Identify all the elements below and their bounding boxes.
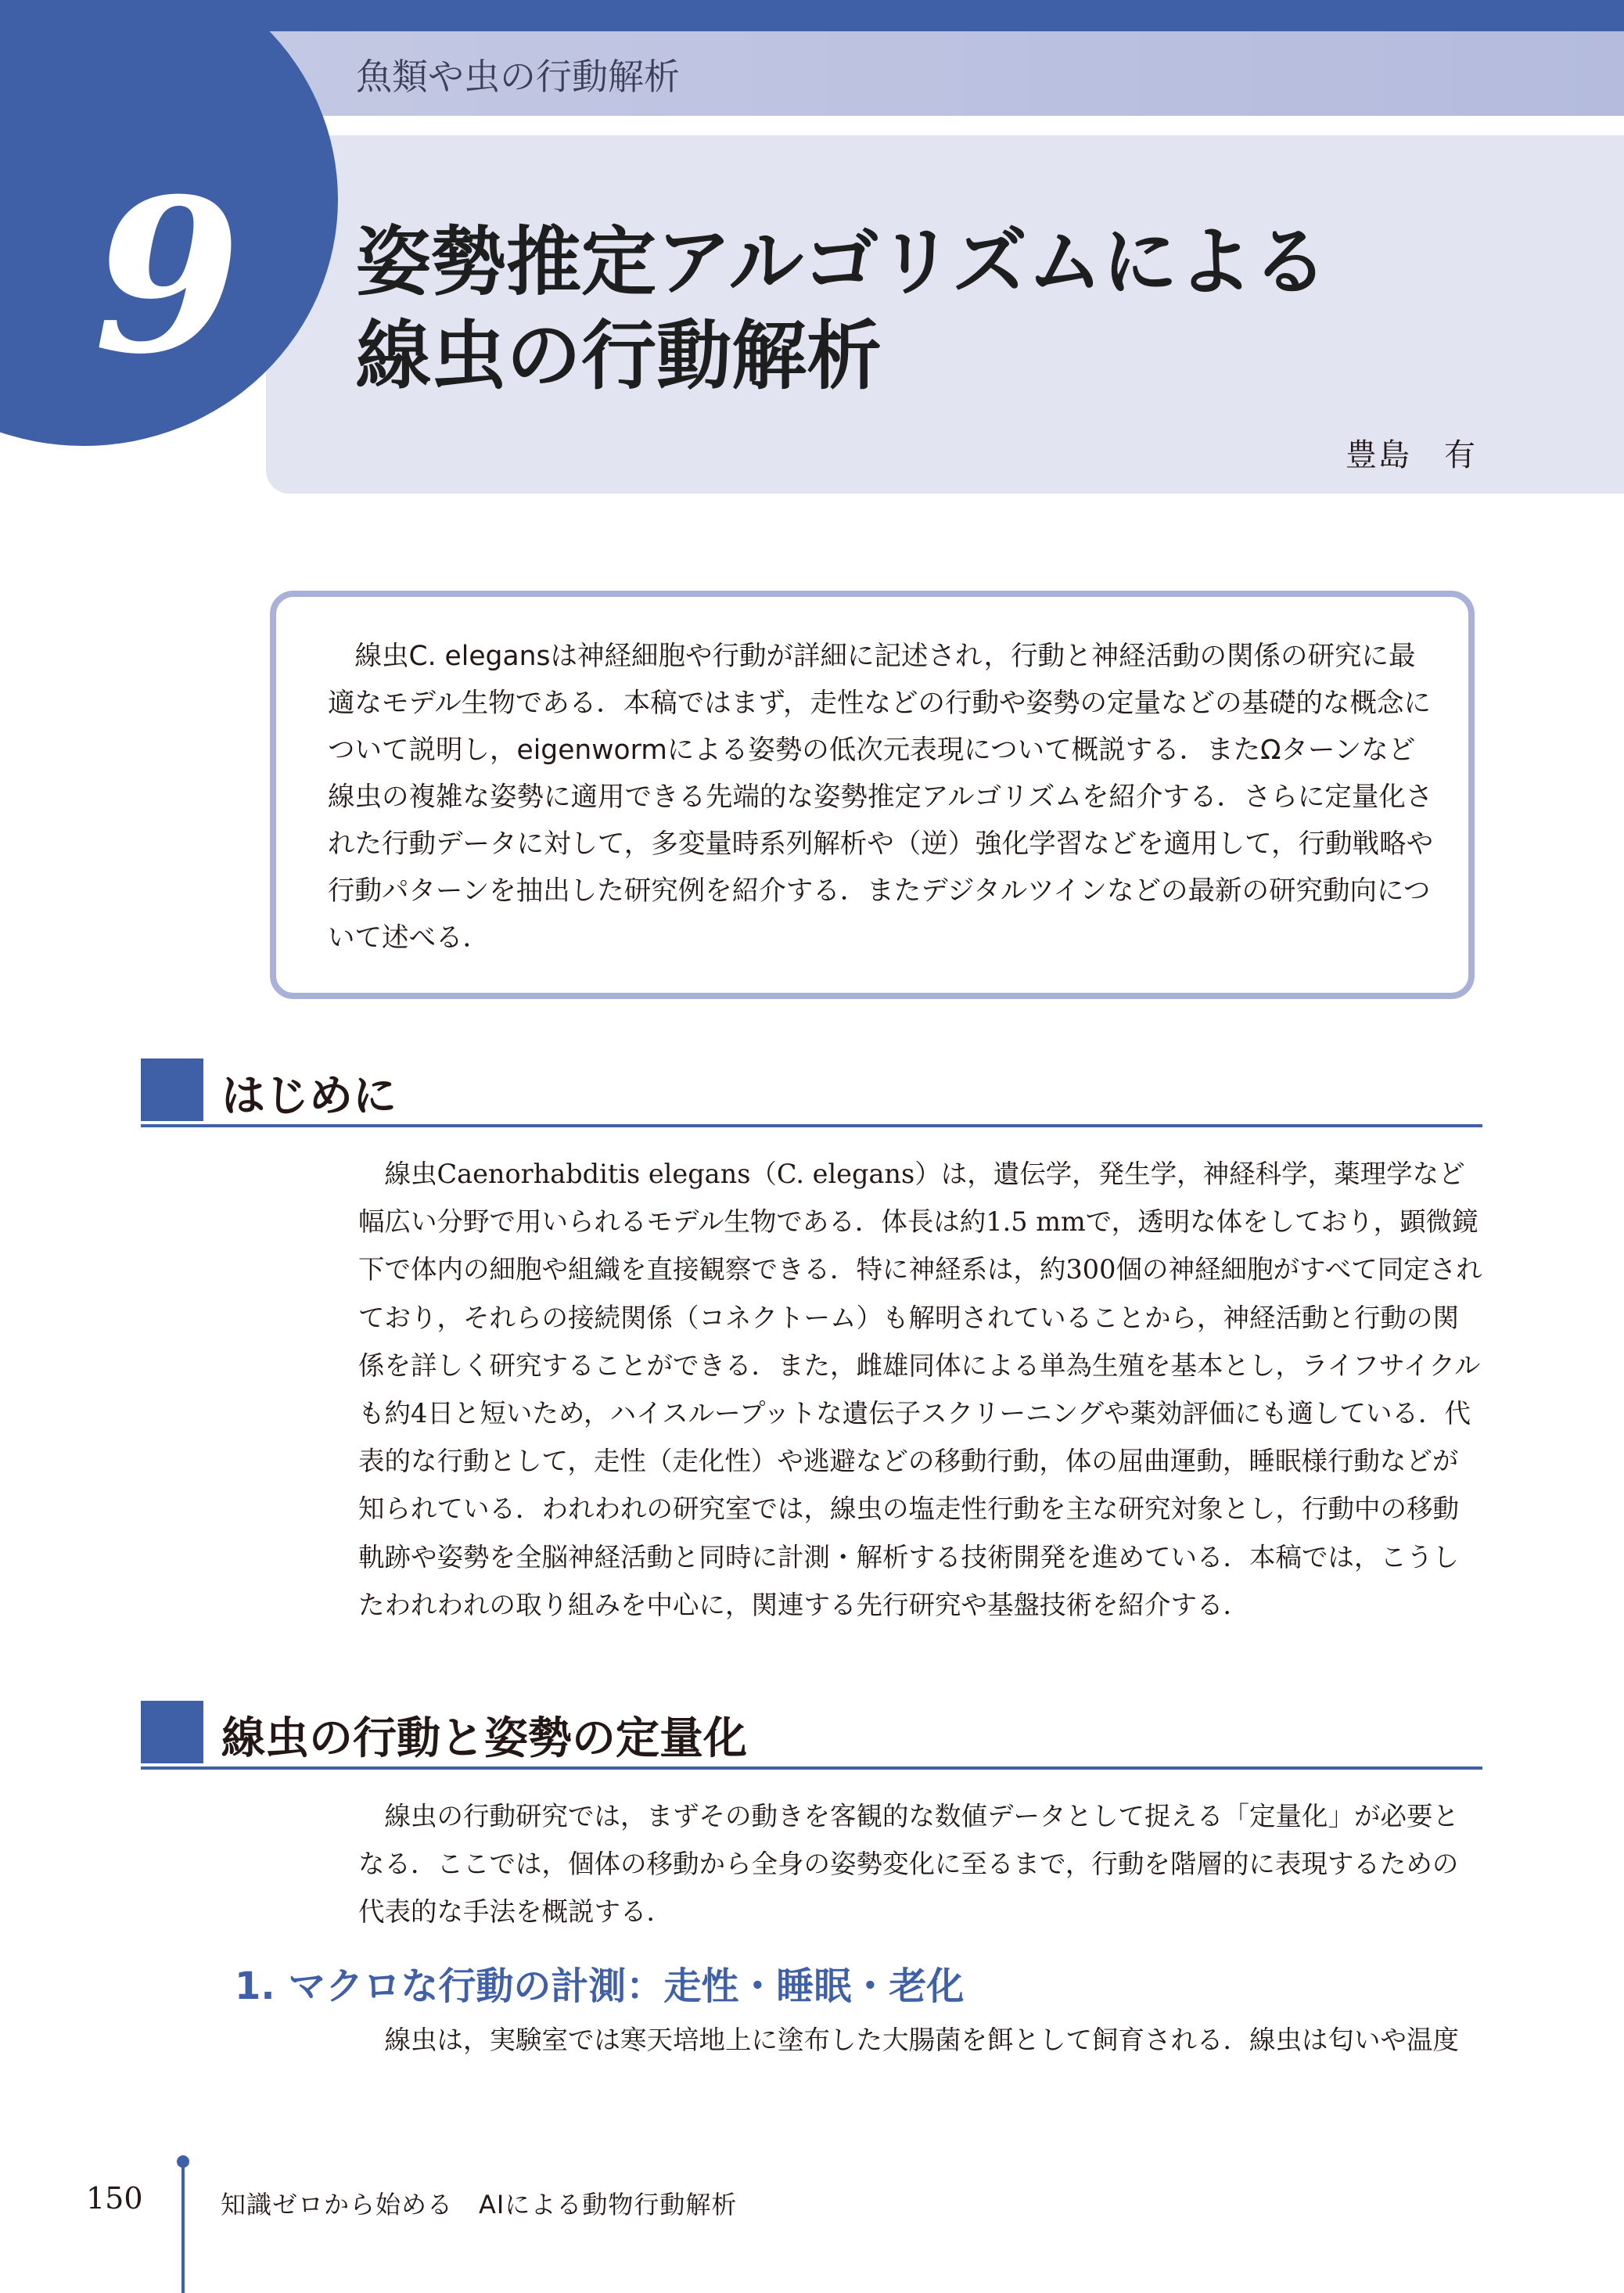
body-paragraph: 線虫Caenorhabditis elegans（C. elegans）は，遺伝学，発生学，神経科学，薬理学など幅広い分野で用いられるモデル生物である．体長は約1.5 mmで，透明な体をしており，顕微鏡下で体内の細胞や組織を直接観察できる．特に神経系は，約300個の神経細胞がすべて同定されており，それらの接続関係（コネクトーム）も解明されていることから，神経活動と行動の関係を詳しく研究することができる．また，雌雄同体による単為生殖を基本とし，ライフサイクルも約4日と短いため，ハイスループットな遺伝子スクリーニングや薬効評価にも適している．代表的な行動として，走性（走化性）や逃避などの移動行動，体の屈曲運動，睡眠様行動などが知られている．われわれの研究室では，線虫の塩走性行動を主な研究対象とし，行動中の移動軌跡や姿勢を全脳神経活動と同時に計測・解析する技術開発を進めている．本稿では，こうしたわれわれの取り組みを中心に，関連する先行研究や基盤技術を紹介する． [358,1159,1482,1620]
series-label: 魚類や虫の行動解析 [356,56,680,98]
body-paragraph: 線虫は，実験室では寒天培地上に塗布した大腸菌を餌として飼育される．線虫は匂いや温度 [384,2025,1459,2055]
section-heading-quantification [141,1696,1482,1770]
book-title: 知識ゼロから始める AIによる動物行動解析 [221,2190,738,2219]
section-heading-text: 線虫の行動と姿勢の定量化 [221,1713,747,1764]
chapter-title-line-2: 線虫の行動解析 [356,312,882,400]
introduction-body [358,1150,1482,1629]
abstract-box [270,591,1475,999]
abstract-text-block [328,633,1439,961]
quantification-body [358,1792,1482,1936]
chapter-number: 9 [94,152,241,401]
author-name: 豊島 有 [1346,437,1477,473]
body-paragraph: 線虫の行動研究では，まずその動きを客観的な数値データとして捉える「定量化」が必要となる．ここでは，個体の移動から全身の姿勢変化に至るまで，行動を階層的に表現するための代表的な手法を概説する． [358,1801,1459,1928]
section-heading-text: はじめに [221,1071,397,1122]
page-number: 150 [86,2181,143,2216]
subsection-body [358,2016,1482,2064]
chapter-title-line-1: 姿勢推定アルゴリズムによる [356,218,1328,306]
section-heading-introduction [141,1054,1482,1127]
footer-rule [181,2163,185,2293]
section-heading-marker [141,1058,203,1121]
subsection-heading: 1. マクロな行動の計測：走性・睡眠・老化 [235,1964,965,2008]
section-heading-marker [141,1701,203,1763]
abstract-paragraph: 線虫C. elegansは神経細胞や行動が詳細に記述され，行動と神経活動の関係の研究に最適なモデル生物である．本稿ではまず，走性などの行動や姿勢の定量などの基礎的な概念について説明し，eigenwormによる姿勢の低次元表現について概説する．またΩターンなど線虫の複雑な姿勢に適用できる先端的な姿勢推定アルゴリズムを紹介する．さらに定量化された行動データに対して，多変量時系列解析や（逆）強化学習などを適用して，行動戦略や行動パターンを抽出した研究例を紹介する．またデジタルツインなどの最新の研究動向について述べる． [328,641,1434,954]
